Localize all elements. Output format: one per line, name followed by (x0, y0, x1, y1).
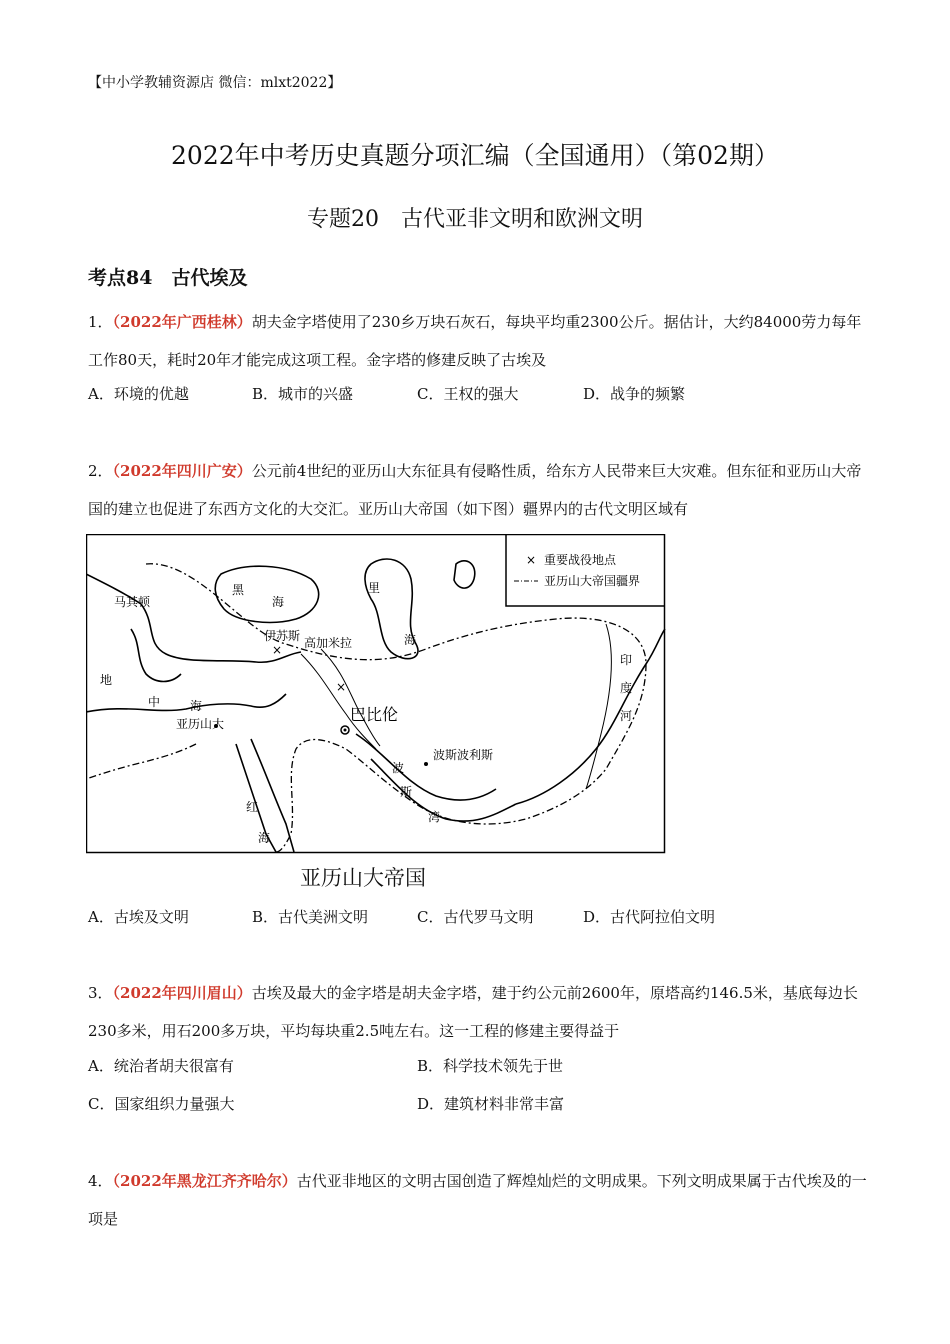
label-black-sea: 黑 (232, 583, 245, 597)
question-number: 2． (88, 462, 113, 480)
option-c: C．国家组织力量强大 (88, 1095, 235, 1113)
label-issus: 伊苏斯 (264, 629, 301, 643)
city-marker-persepolis (424, 762, 428, 766)
question-number: 1． (88, 313, 113, 331)
question-source: （2022年四川广安） (112, 462, 252, 480)
label-gulf-si: 斯 (400, 785, 413, 799)
question-stem: 古代亚非地区的文明古国创造了辉煌灿烂的文明成果。下列文明成果属于古代埃及的一项是 (88, 1172, 867, 1228)
alexander-empire-map (86, 534, 666, 854)
legend-battle-icon: × (526, 553, 537, 567)
question-number: 3． (88, 984, 113, 1002)
option-b: B．城市的兴盛 (252, 385, 354, 403)
label-med-hai: 海 (190, 699, 203, 713)
option-d: D．战争的频繁 (583, 385, 686, 403)
question-source: （2022年四川眉山） (112, 984, 252, 1002)
legend-border-label: 亚历山大帝国疆界 (544, 574, 641, 588)
map-caption: 亚历山大帝国 (300, 866, 426, 890)
option-d: D．建筑材料非常丰富 (417, 1095, 565, 1113)
label-med-zhong: 中 (148, 695, 161, 709)
option-a: A．统治者胡夫很富有 (88, 1057, 234, 1075)
question-stem: 胡夫金字塔使用了230乡万块石灰石，每块平均重2300公斤。据估计，大约84000劳力每年工作80天，耗时20年才能完成这项工程。金字塔的修建反映了古埃及 (88, 313, 862, 369)
question-1 (88, 303, 868, 379)
question-2 (88, 452, 868, 528)
option-c: C．古代罗马文明 (417, 908, 534, 926)
city-marker-babylon-dot (344, 729, 347, 732)
label-indus-yin: 印 (620, 653, 633, 667)
question-source: （2022年广西桂林） (112, 313, 252, 331)
label-gaugamela: 高加米拉 (304, 636, 353, 650)
question-number: 4． (88, 1172, 113, 1190)
label-red-hai: 海 (258, 831, 271, 845)
page-subtitle: 专题20 古代亚非文明和欧洲文明 (307, 207, 643, 232)
question-stem: 公元前4世纪的亚历山大东征具有侵略性质，给东方人民带来巨大灾难。但东征和亚历山大帝国的建立也促进了东西方文化的大交汇。亚历山大帝国（如下图）疆界内的古代文明区域有 (88, 462, 862, 518)
question-4 (88, 1162, 868, 1238)
option-c: C．王权的强大 (417, 385, 519, 403)
label-black-sea-2: 海 (272, 595, 285, 609)
label-alexandria: 亚历山大 (176, 717, 225, 731)
question-3 (88, 974, 868, 1050)
battle-marker-issus: × (272, 643, 283, 657)
option-a: A．古埃及文明 (88, 908, 189, 926)
label-caspian-li: 里 (368, 581, 381, 595)
label-red-hong: 红 (246, 800, 259, 814)
label-med-di: 地 (100, 673, 113, 687)
label-gulf-wan: 湾 (428, 810, 441, 824)
question-stem: 古埃及最大的金字塔是胡夫金字塔，建于约公元前2600年，原塔高约146.5米，基底每边长230多米，用石200多万块，平均每块重2.5吨左右。这一工程的修建主要得益于 (88, 984, 858, 1040)
option-b: B．古代美洲文明 (252, 908, 369, 926)
option-b: B．科学技术领先于世 (417, 1057, 564, 1075)
header-note: 【中小学教辅资源店 微信：mlxt2022】 (88, 75, 342, 91)
label-caspian-hai: 海 (404, 633, 417, 647)
label-indus-he: 河 (620, 709, 633, 723)
label-macedonia: 马其顿 (114, 595, 151, 609)
section-heading: 考点84 古代埃及 (88, 267, 248, 289)
label-indus-du: 度 (620, 681, 633, 695)
legend-battle-label: 重要战役地点 (544, 553, 617, 567)
page-title: 2022年中考历史真题分项汇编（全国通用）（第02期） (171, 141, 779, 170)
question-source: （2022年黑龙江齐齐哈尔） (112, 1172, 297, 1190)
label-persepolis: 波斯波利斯 (433, 748, 494, 762)
option-a: A．环境的优越 (88, 385, 189, 403)
option-d: D．古代阿拉伯文明 (583, 908, 716, 926)
label-gulf-bo: 波 (392, 761, 405, 775)
label-babylon: 巴比伦 (350, 705, 399, 724)
battle-marker-gaugamela: × (336, 680, 347, 694)
